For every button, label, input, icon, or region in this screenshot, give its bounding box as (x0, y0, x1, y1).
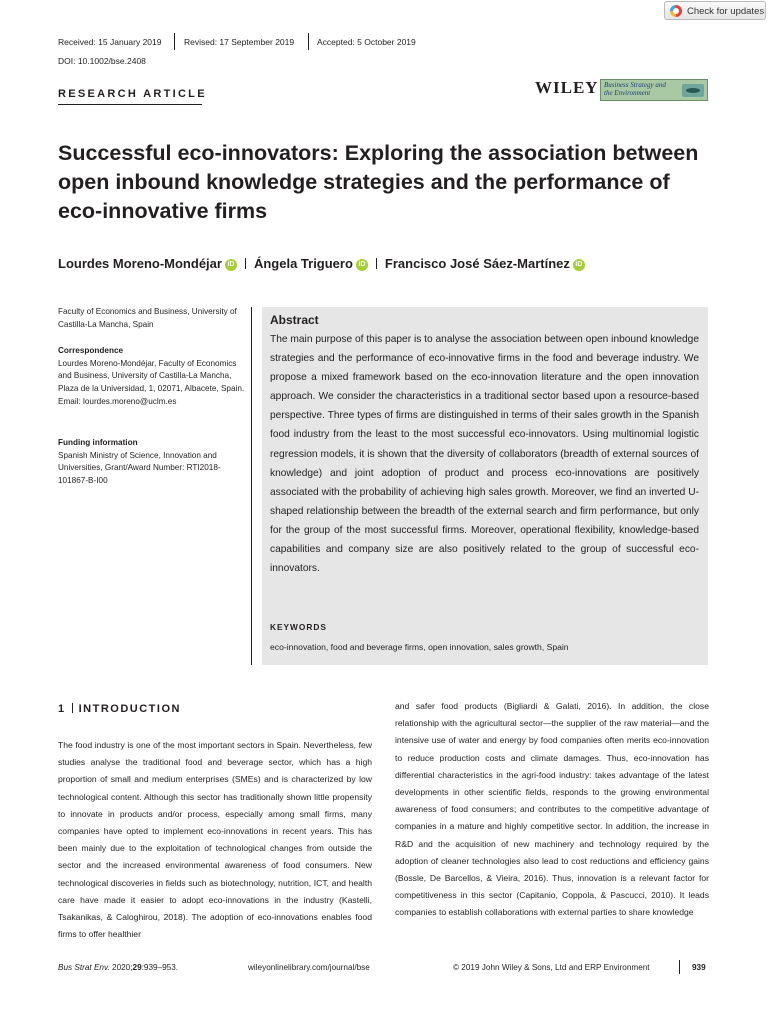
journal-logo (600, 79, 708, 101)
section-number: 1 (58, 703, 66, 715)
divider (174, 33, 175, 50)
divider (376, 258, 377, 269)
divider (308, 33, 309, 50)
journal-logo-image (682, 84, 704, 97)
publisher-logo: WILEY (535, 78, 599, 97)
abstract-heading: Abstract (270, 313, 319, 327)
received-date: Received: 15 January 2019 (58, 37, 162, 47)
funding-heading: Funding information (58, 438, 138, 447)
orcid-icon[interactable]: iD (225, 259, 237, 271)
doi: DOI: 10.1002/bse.2408 (58, 56, 146, 66)
correspondence-address: Lourdes Moreno-Mondéjar, Faculty of Economics and Business, University of Castilla-La Mancha, Plaza de la Universidad, 1, 02071, Albacete, Spain. (58, 358, 245, 394)
keywords: eco-innovation, food and beverage firms, open innovation, sales growth, Spain (270, 642, 569, 652)
citation-volume: 29 (132, 963, 142, 972)
divider (679, 960, 680, 974)
correspondence-heading: Correspondence (58, 346, 124, 355)
page-number: 939 (692, 963, 706, 972)
revised-date: Revised: 17 September 2019 (184, 37, 295, 47)
divider (245, 258, 246, 269)
affiliation: Faculty of Economics and Business, University of Castilla-La Mancha, Spain (58, 307, 237, 329)
article-type-underline (58, 104, 202, 105)
footer-citation (58, 963, 178, 972)
check-for-updates-button[interactable] (664, 1, 766, 20)
column-divider (251, 307, 252, 665)
article-title: Successful eco-innovators: Exploring the association between open inbound knowledge strategies and the performance of eco-innovative firms (58, 141, 699, 223)
divider (72, 703, 73, 713)
keywords-heading: KEYWORDS (270, 622, 327, 632)
article-type: RESEARCH ARTICLE (58, 88, 207, 100)
author-list (58, 256, 585, 271)
author-name[interactable]: Ángela Triguero (253, 256, 353, 271)
funding-block (58, 437, 248, 488)
correspondence-block (58, 345, 248, 409)
section-heading (58, 703, 181, 715)
journal-logo-text: Business Strategy and the Environment (604, 81, 666, 97)
citation-year: 2020; (112, 963, 133, 972)
author-name[interactable]: Lourdes Moreno-Mondéjar (58, 256, 222, 271)
section-title: INTRODUCTION (78, 703, 181, 715)
orcid-icon[interactable]: iD (573, 259, 585, 271)
crossmark-icon (670, 5, 682, 17)
citation-pages: :939–953. (141, 963, 179, 972)
accepted-date: Accepted: 5 October 2019 (317, 37, 416, 47)
copyright: © 2019 John Wiley & Sons, Ltd and ERP Environment (453, 963, 650, 972)
journal-abbrev: Bus Strat Env. (58, 963, 110, 972)
author-name[interactable]: Francisco José Sáez-Martínez (384, 256, 570, 271)
check-for-updates-label: Check for updates (687, 6, 765, 17)
journal-url[interactable]: wileyonlinelibrary.com/journal/bse (248, 963, 370, 972)
abstract-text: The main purpose of this paper is to analyse the association between open inbound knowledge strategies and the performance of eco-innovative firms in the food and beverage industry. We propose a mixed framework based on the eco-innovation literature and the open innovation approach. We consider the characteristics in a traditional sector based upon a resource-based perspective. Three types of firms are distinguished in terms of their sales growth in the Spanish food industry from the least to the most successful eco-innovators. Using multinomial logistic regression models, it is shown that the diversity of collaborators (breadth of external sources of knowledge) and joint adoption of product and process eco-innovations are positively associated with the probability of achieving high sales growth. Moreover, we find an inverted U-shaped relationship between the breadth of the external search and firm performance, but only for the group of the most successful firms. Moreover, operational flexibility, knowledge-based capabilities and company size are also positively related to the group of successful eco-innovators. (270, 334, 699, 575)
funding-text: Spanish Ministry of Science, Innovation and Universities, Grant/Award Number: RTI2018-101867-B-I00 (58, 450, 221, 486)
correspondence-email[interactable]: Email: lourdes.moreno@uclm.es (58, 396, 177, 406)
body-paragraph-right: and safer food products (Bigliardi & Galati, 2016). In addition, the close relationship with the agricultural sector—the supplier of the raw material—and the intensive use of water and energy by food companies often merits eco-innovation to reduce production costs and climate damages. Thus, eco-innovation has differential characteristics in the agri-food industry: takes advantage of the latest developments in other scientific fields, responds to the growing environmental awareness of food consumers; and contributes to the competitive advantage of companies in a mature and highly competitive sector. In addition, the increase in R&D and the acquisition of new machinery and technology required by the adoption of cleaner technologies also lead to cost reductions and efficiency gains (Bossle, De Barcellos, & Vieira, 2016). Thus, innovation is a relevant factor for competitiveness in this sector (Capitanio, Coppola, & Pascucci, 2010). It leads companies to establish collaborations with external parties to share knowledge (395, 701, 709, 918)
body-paragraph-left: The food industry is one of the most important sectors in Spain. Nevertheless, few studies analyse the traditional food and beverage sector, which has a high proportion of small and medium enterprises (SMEs) and is characterized by low technological content. Although this sector has traditionally shown little propensity to innovate in products and/or process, especially among small firms, many companies have opted to implement eco-innovations in recent years. This has been mainly due to the exploitation of technological changes from outside the sector and the increased environmental awareness of food consumers. New technological discoveries in fields such as biotechnology, nutrition, ICT, and health care have made it easier to adopt eco-innovations in the industry (Kastelli, Tsakanikas, & Caloghirou, 2018). The adoption of eco-innovations enables food firms to offer healthier (58, 740, 372, 940)
orcid-icon[interactable]: iD (356, 259, 368, 271)
